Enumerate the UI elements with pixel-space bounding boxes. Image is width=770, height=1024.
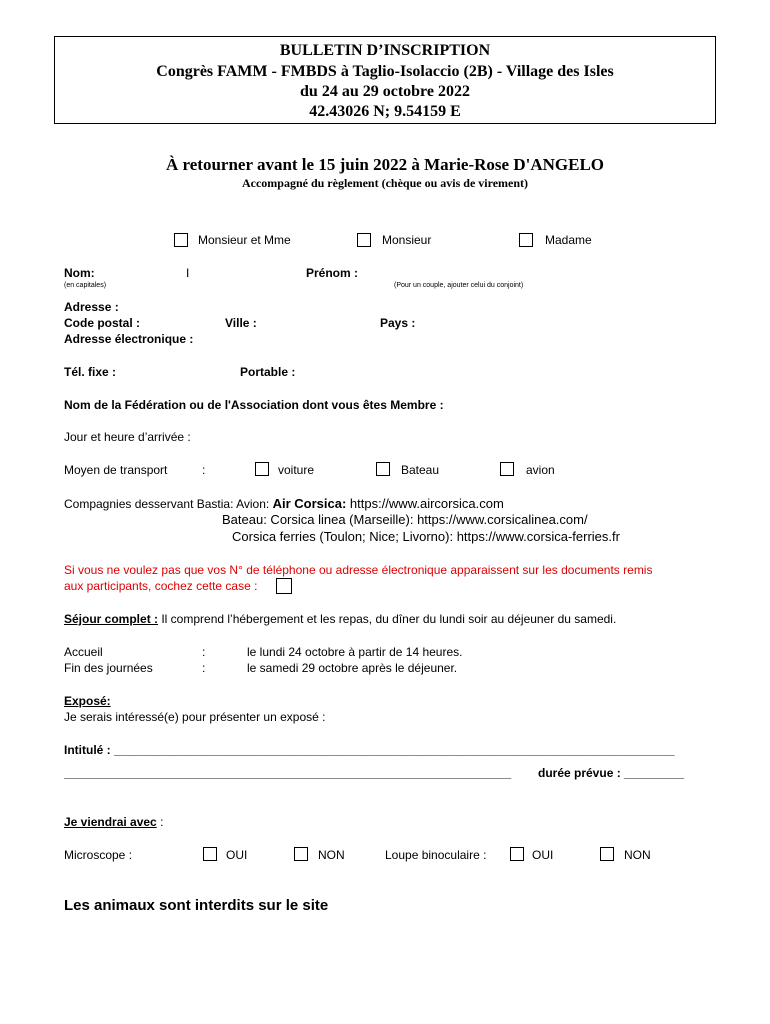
checkbox-monsieur[interactable]: [357, 233, 371, 247]
checkbox-madame[interactable]: [519, 233, 533, 247]
label-transport: Moyen de transport: [64, 463, 168, 477]
accueil-value: le lundi 24 octobre à partir de 14 heures.: [247, 645, 463, 659]
hint-prenom: (Pour un couple, ajouter celui du conjoint): [394, 282, 524, 289]
header-event: Congrès FAMM - FMBDS à Taglio-Isolaccio (2B) - Village des Isles: [156, 63, 614, 80]
equipment-colon: :: [156, 815, 164, 829]
sejour-label: Séjour complet :: [64, 612, 159, 626]
checkbox-loupe-non[interactable]: [600, 847, 614, 861]
label-loupe-oui: OUI: [532, 848, 554, 862]
fin-colon: :: [202, 661, 206, 675]
label-microscope-non: NON: [318, 848, 345, 862]
fin-value: le samedi 29 octobre après le déjeuner.: [247, 661, 458, 675]
air-corsica-url[interactable]: https://www.aircorsica.com: [346, 496, 504, 511]
label-microscope: Microscope :: [64, 848, 133, 862]
sejour-line: [64, 612, 616, 626]
return-title: À retourner avant le 15 juin 2022 à Marie-Rose D'ANGELO: [165, 155, 605, 174]
label-bateau: Bateau: [401, 463, 440, 477]
header-coordinates: 42.43026 N; 9.54159 E: [309, 103, 461, 120]
expose-text: Je serais intéressé(e) pour présenter un exposé :: [64, 710, 326, 724]
checkbox-microscope-non[interactable]: [294, 847, 308, 861]
label-portable: Portable :: [240, 365, 296, 379]
accueil-colon: :: [202, 645, 206, 659]
hint-nom: (en capitales): [64, 282, 107, 289]
label-arrival: Jour et heure d’arrivée :: [64, 430, 191, 444]
privacy-notice-line1: Si vous ne voulez pas que vos N° de téléphone ou adresse électronique apparaissent sur les documents remis: [64, 563, 653, 577]
label-pays: Pays :: [380, 316, 416, 330]
name-separator: I: [186, 266, 190, 280]
companies-boat-line1[interactable]: Bateau: Corsica linea (Marseille): https://www.corsicalinea.com/: [222, 512, 588, 527]
label-monsieur: Monsieur: [382, 233, 432, 247]
checkbox-microscope-oui[interactable]: [203, 847, 217, 861]
label-federation: Nom de la Fédération ou de l'Association dont vous êtes Membre :: [64, 398, 444, 412]
animals-notice: Les animaux sont interdits sur le site: [64, 897, 329, 914]
label-code-postal: Code postal :: [64, 316, 141, 330]
companies-air-line: [64, 495, 504, 513]
equipment-line: [64, 815, 163, 829]
label-monsieur-et-mme: Monsieur et Mme: [198, 233, 291, 247]
return-subtitle: Accompagné du règlement (chèque ou avis de virement): [241, 176, 529, 190]
label-nom: Nom:: [64, 266, 95, 280]
intitule-line2[interactable]: ___________________________________________________________________: [64, 766, 512, 780]
privacy-notice-line2: aux participants, cochez cette case :: [64, 579, 258, 593]
checkbox-privacy[interactable]: [276, 578, 292, 594]
duree-field[interactable]: durée prévue : _________: [538, 766, 685, 780]
label-adresse: Adresse :: [64, 300, 119, 314]
label-loupe-non: NON: [624, 848, 651, 862]
label-voiture: voiture: [278, 463, 315, 477]
header-dates: du 24 au 29 octobre 2022: [300, 83, 470, 100]
label-microscope-oui: OUI: [226, 848, 248, 862]
label-madame: Madame: [545, 233, 592, 247]
label-tel-fixe: Tél. fixe :: [64, 365, 117, 379]
label-avion: avion: [526, 463, 555, 477]
label-email: Adresse électronique :: [64, 332, 194, 346]
equipment-label: Je viendrai avec: [64, 815, 157, 829]
checkbox-bateau[interactable]: [376, 462, 390, 476]
label-loupe: Loupe binoculaire :: [385, 848, 487, 862]
air-corsica-name: Air Corsica:: [272, 496, 347, 511]
checkbox-monsieur-et-mme[interactable]: [174, 233, 188, 247]
header-title: BULLETIN D’INSCRIPTION: [279, 42, 491, 59]
expose-label: Exposé:: [64, 694, 111, 708]
label-prenom: Prénom :: [306, 266, 359, 280]
intitule-field[interactable]: Intitulé : ____________________________________________________________________________________: [64, 743, 675, 757]
header-box: [54, 36, 716, 124]
companies-prefix: Compagnies desservant Bastia: Avion:: [64, 497, 273, 511]
label-ville: Ville :: [225, 316, 257, 330]
accueil-label: Accueil: [64, 645, 103, 659]
transport-colon: :: [202, 463, 206, 477]
fin-label: Fin des journées: [64, 661, 153, 675]
checkbox-voiture[interactable]: [255, 462, 269, 476]
checkbox-avion[interactable]: [500, 462, 514, 476]
checkbox-loupe-oui[interactable]: [510, 847, 524, 861]
companies-boat-line2[interactable]: Corsica ferries (Toulon; Nice; Livorno): https://www.corsica-ferries.fr: [232, 529, 620, 544]
sejour-text: Il comprend l’hébergement et les repas, du dîner du lundi soir au déjeuner du samedi.: [158, 612, 617, 626]
